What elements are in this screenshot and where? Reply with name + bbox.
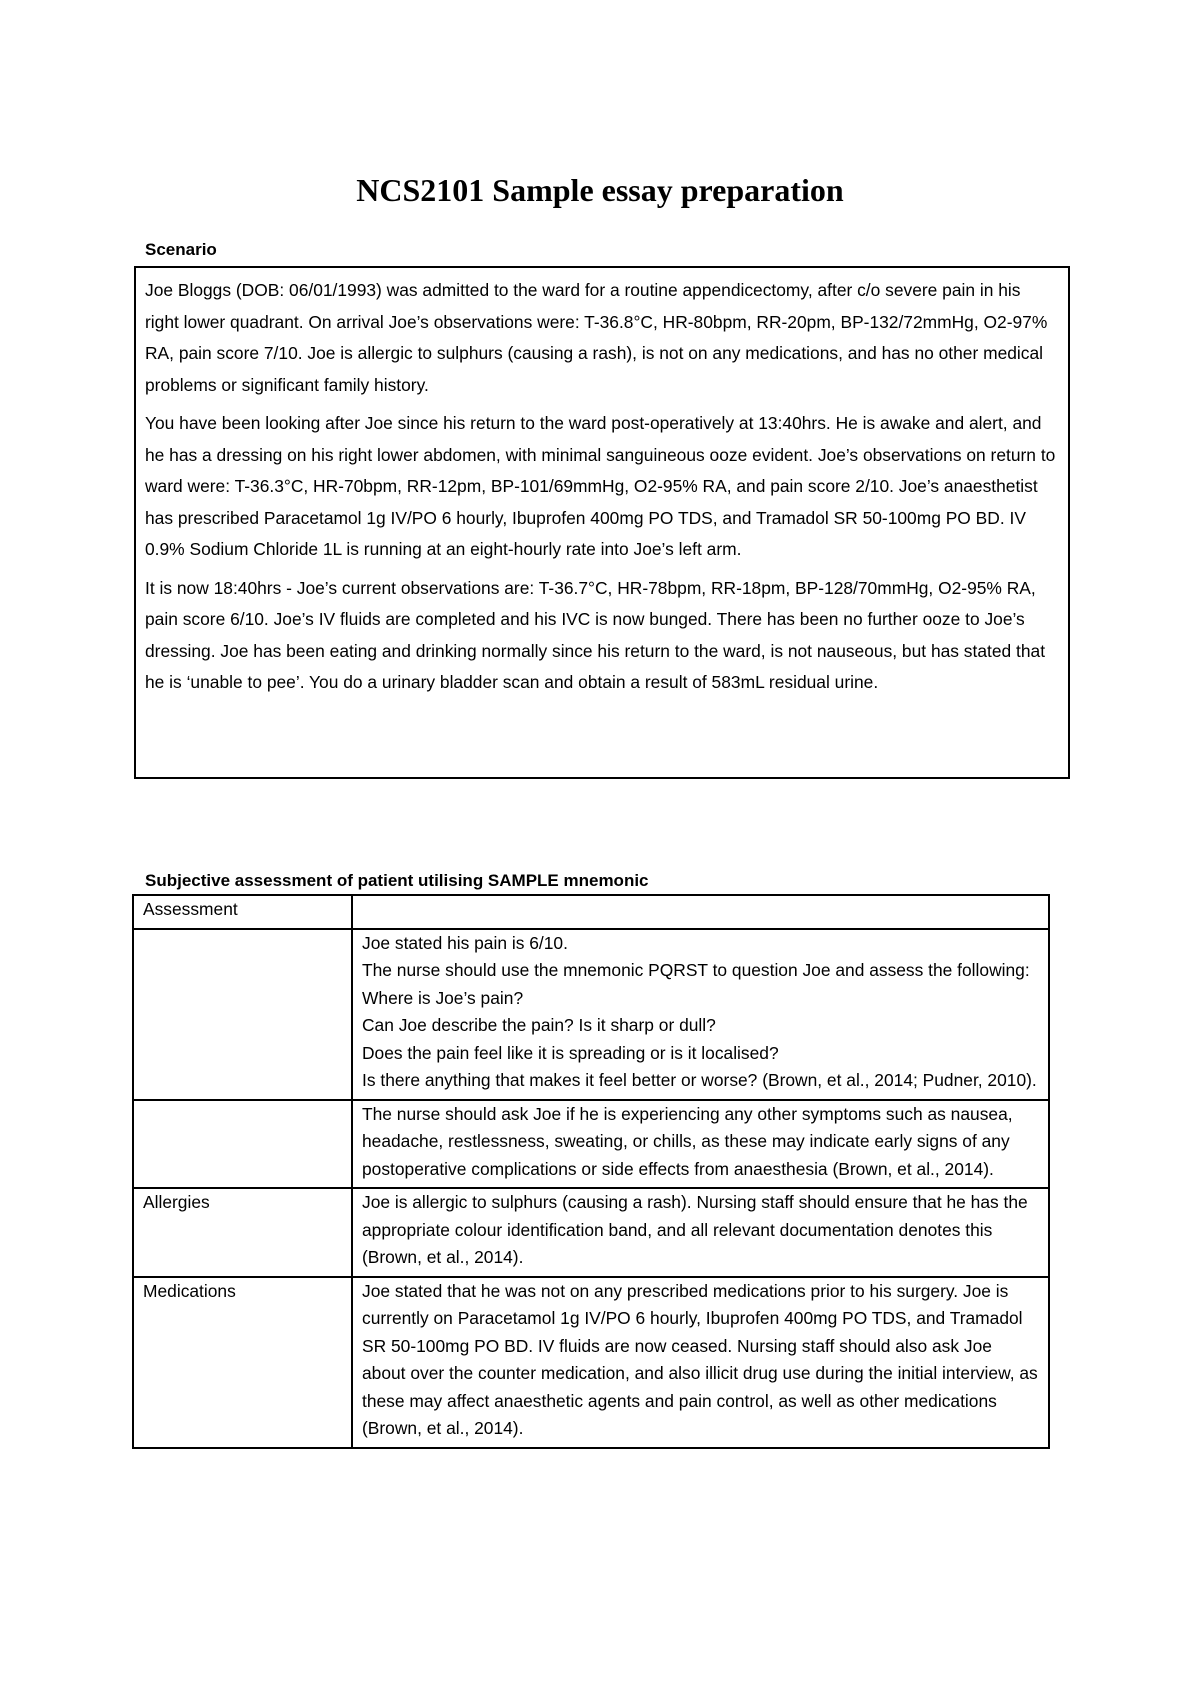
table-header-row	[133, 895, 1049, 929]
signs-line: Joe stated his pain is 6/10.	[362, 932, 568, 953]
scenario-paragraph-admission: Joe Bloggs (DOB: 06/01/1993) was admitted to the ward for a routine appendicectomy, after c/o severe pain in his right lower quadrant. On arrival Joe’s observations were: T-36.8°C, HR-80bpm, RR-20pm, BP-132/72mmHg, O2-97% RA, pain score 7/10. Joe is allergic to sulphurs (causing a rash), is not on any medications, and has no other medical problems or significant family history.	[145, 280, 1048, 395]
table-row-symptoms	[133, 1100, 1049, 1189]
signs-line: Can Joe describe the pain? Is it sharp or dull?	[362, 1015, 716, 1035]
scenario-box	[134, 266, 1070, 779]
signs-label-cell	[133, 929, 352, 1100]
scenario-heading: Scenario	[145, 240, 217, 259]
medications-label-cell: Medications	[133, 1277, 352, 1448]
subjective-heading: Subjective assessment of patient utilising SAMPLE mnemonic	[145, 871, 649, 890]
medications-content-cell: Joe stated that he was not on any prescribed medications prior to his surgery. Joe is currently on Paracetamol 1g IV/PO 6 hourly, Ibuprofen 400mg PO TDS, and Tramadol SR 50-100mg PO BD. IV fluids are now ceased. Nursing staff should also ask Joe about over the counter medication, and also illicit drug use during the initial interview, as these may affect anaesthetic agents and pain control, as well as other medications (Brown, et al., 2014).	[352, 1277, 1049, 1448]
signs-line: The nurse should use the mnemonic PQRST to question Joe and assess the following:	[362, 960, 1030, 980]
scenario-paragraph-post-op: You have been looking after Joe since his return to the ward post-operatively at 13:40hrs. He is awake and alert, and he has a dressing on his right lower abdomen, with minimal sanguineous ooze evident. Joe’s observations on return to ward were: T-36.3°C, HR-70bpm, RR-12pm, BP-101/69mmHg, O2-95% RA, and pain score 2/10. Joe’s anaesthetist has prescribed Paracetamol 1g IV/PO 6 hourly, Ibuprofen 400mg PO TDS, and Tramadol SR 50-100mg PO BD. IV 0.9% Sodium Chloride 1L is running at an eight-hourly rate into Joe’s left arm.	[145, 413, 1056, 559]
table-row-signs	[133, 929, 1049, 1100]
signs-line: Is there anything that makes it feel better or worse? (Brown, et al., 2014; Pudner, 2010).	[362, 1070, 1037, 1090]
sample-assessment-table	[132, 894, 1050, 1449]
symptoms-label-cell	[133, 1100, 352, 1189]
signs-line: Where is Joe’s pain?	[362, 987, 524, 1008]
scenario-paragraph-current: It is now 18:40hrs - Joe’s current observations are: T-36.7°C, HR-78bpm, RR-18pm, BP-128/70mmHg, O2-95% RA, pain score 6/10. Joe’s IV fluids are completed and his IVC is now bunged. There has been no further ooze to Joe’s dressing. Joe has been eating and drinking normally since his return to the ward, is not nauseous, but has stated that he is ‘unable to pee’. You do a urinary bladder scan and obtain a result of 583mL residual urine.	[145, 577, 1046, 692]
header-assessment-cell: Assessment	[133, 895, 352, 929]
signs-line: Does the pain feel like it is spreading or is it localised?	[362, 1042, 779, 1063]
allergies-content-cell: Joe is allergic to sulphurs (causing a rash). Nursing staff should ensure that he has the appropriate colour identification band, and all relevant documentation denotes this (Brown, et al., 2014).	[352, 1188, 1049, 1277]
signs-content-cell	[352, 929, 1049, 1100]
allergies-label-cell: Allergies	[133, 1188, 352, 1277]
header-right-cell	[352, 895, 1049, 929]
symptoms-content-cell: The nurse should ask Joe if he is experiencing any other symptoms such as nausea, headache, restlessness, sweating, or chills, as these may indicate early signs of any postoperative complications or side effects from anaesthesia (Brown, et al., 2014).	[352, 1100, 1049, 1189]
table-row-allergies	[133, 1188, 1049, 1277]
table-row-medications	[133, 1277, 1049, 1448]
document-title: NCS2101 Sample essay preparation	[356, 172, 844, 208]
